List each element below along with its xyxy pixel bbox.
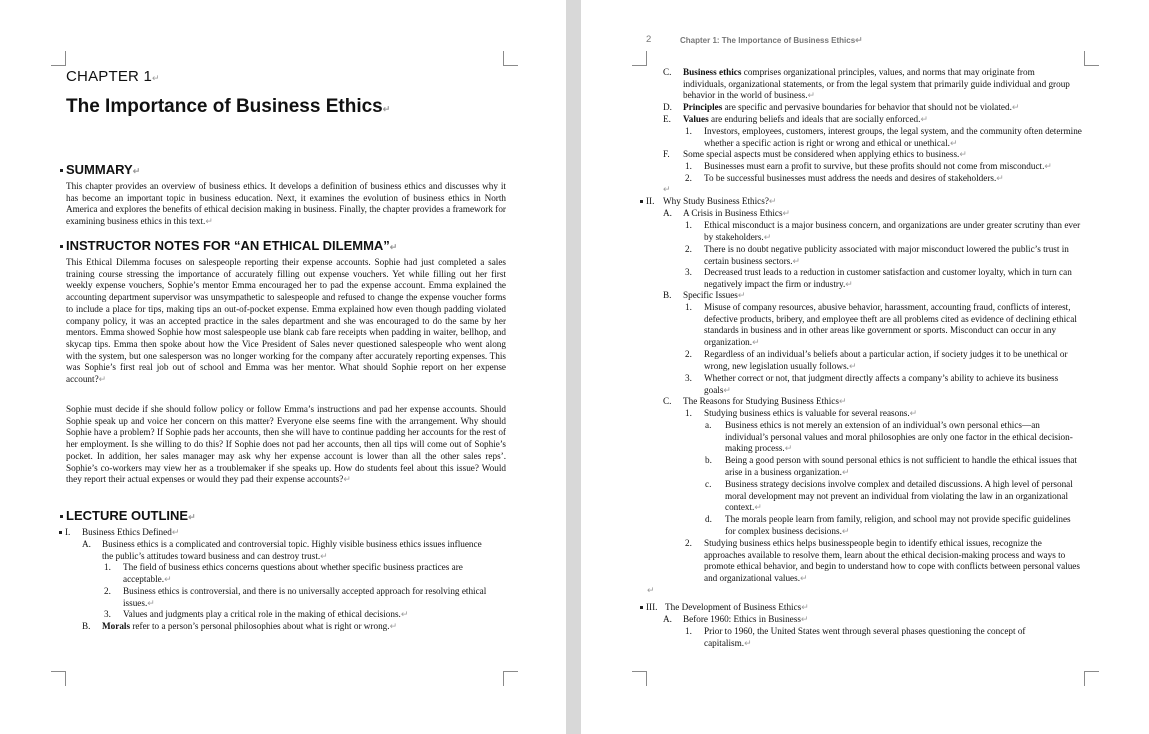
paragraph-mark-icon bbox=[147, 598, 155, 608]
empty-paragraph bbox=[647, 585, 655, 597]
outline-item: Business ethics is not merely an extension of an individual’s own personal ethics—an individual’s personal values and moral philosophies are only one factor in the ethical decision-making process. ↵ bbox=[725, 420, 1085, 455]
paragraph-mark-icon bbox=[738, 290, 746, 300]
outline-letter: A. bbox=[82, 539, 91, 549]
paragraph-mark-icon bbox=[390, 242, 398, 252]
crop-mark bbox=[51, 51, 66, 66]
outline-letter: F. bbox=[663, 149, 670, 159]
outline-item: The morals people learn from family, religion, and school may not provide specific guidelines for complex business decisions. ↵ bbox=[725, 514, 1080, 537]
document-page-2 bbox=[581, 0, 1149, 734]
crop-mark bbox=[1084, 671, 1099, 686]
outline-number: 1. bbox=[685, 626, 692, 636]
outline-number: 1. bbox=[685, 408, 692, 418]
running-header: Chapter 1: The Importance of Business Ethics ↵ bbox=[680, 35, 863, 46]
outline-number: 1. bbox=[685, 161, 692, 171]
outline-number: 2. bbox=[685, 244, 692, 254]
document-page-1 bbox=[0, 0, 566, 734]
outline-item: Decreased trust leads to a reduction in customer satisfaction and customer loyalty, which in turn can negatively impact the firm or industry. ↵ bbox=[704, 267, 1084, 290]
paragraph-mark-icon bbox=[205, 216, 213, 226]
outline-letter: C. bbox=[663, 396, 672, 406]
instructor-paragraph-2: Sophie must decide if she should follow policy or follow Emma’s instructions and pad her expense accounts. Should Sophie speak up and voice her concern on this matter? Everyone else seems fine with the arrangement. Why should Sophie have a problem? If Sophie pads her accounts, then she will have to continue padding her accounts for the rest of her employment. Is she willing to do this? If Sophie does not pad her accounts, then all tips will come out of Sophie’s pocket. In addition, her sales manager may ask why her expense account is lower than all the other sales reps’. Sophie’s co-workers may view her as a troublemaker if she speaks up. How do students feel about this issue? Would they report their actual expenses or would they pad their expense accounts? ↵ bbox=[66, 404, 506, 486]
outline-item: To be successful businesses must address the needs and desires of stakeholders. ↵ bbox=[704, 173, 1004, 185]
outline-number: 1. bbox=[685, 126, 692, 136]
outline-number: 3. bbox=[685, 267, 692, 277]
paragraph-mark-icon bbox=[769, 196, 777, 206]
paragraph-mark-icon bbox=[800, 573, 808, 583]
paragraph-mark-icon bbox=[793, 256, 801, 266]
paragraph-mark-icon bbox=[164, 574, 172, 584]
outline-item: Business Ethics Defined ↵ bbox=[82, 527, 179, 539]
outline-item: Business ethics comprises organizational principles, values, and norms that may originate from individuals, organizational statements, or from the legal system that primarily guide individual and group behavior in the world of business. ↵ bbox=[683, 67, 1078, 102]
outline-item: Prior to 1960, the United States went through several phases questioning the concept of capitalism. ↵ bbox=[704, 626, 1074, 649]
outline-number: 2. bbox=[685, 173, 692, 183]
outline-item: The Development of Business Ethics ↵ bbox=[665, 602, 809, 614]
bullet-icon bbox=[60, 169, 63, 172]
paragraph-mark-icon bbox=[783, 208, 791, 218]
paragraph-mark-icon bbox=[383, 104, 391, 114]
paragraph-mark-icon bbox=[723, 385, 731, 395]
paragraph-mark-icon bbox=[663, 184, 671, 194]
outline-item: Whether correct or not, that judgment directly affects a company’s ability to achieve its business goals ↵ bbox=[704, 373, 1074, 396]
page-number: 2 bbox=[646, 34, 652, 45]
outline-number: 2. bbox=[104, 586, 111, 596]
paragraph-mark-icon bbox=[910, 408, 918, 418]
bullet-icon bbox=[640, 200, 643, 203]
paragraph-mark-icon bbox=[801, 602, 809, 612]
summary-paragraph: This chapter provides an overview of business ethics. It develops a definition of business ethics and discusses why it has become an important topic in business education. Next, it examines the evolution of business ethics in North America and explores the benefits of ethical decision making in business. Finally, the chapter provides a framework for examining business ethics in this text. ↵ bbox=[66, 181, 506, 228]
outline-letter: b. bbox=[705, 455, 712, 465]
bullet-icon bbox=[59, 531, 62, 534]
paragraph-mark-icon bbox=[390, 621, 398, 631]
outline-letter: E. bbox=[663, 114, 671, 124]
paragraph-mark-icon bbox=[842, 467, 850, 477]
empty-paragraph bbox=[663, 184, 671, 196]
outline-letter: A. bbox=[663, 208, 672, 218]
outline-item: A Crisis in Business Ethics ↵ bbox=[683, 208, 790, 220]
outline-item: Before 1960: Ethics in Business ↵ bbox=[683, 614, 808, 626]
outline-item: Values are enduring beliefs and ideals that are socially enforced. ↵ bbox=[683, 114, 928, 126]
paragraph-mark-icon bbox=[996, 173, 1004, 183]
outline-item: The field of business ethics concerns questions about whether specific business practices are acceptable. ↵ bbox=[123, 562, 503, 585]
outline-number: 1. bbox=[685, 220, 692, 230]
paragraph-mark-icon bbox=[959, 149, 967, 159]
paragraph-mark-icon bbox=[920, 114, 928, 124]
paragraph-mark-icon bbox=[99, 374, 107, 384]
paragraph-mark-icon bbox=[764, 232, 772, 242]
paragraph-mark-icon bbox=[855, 35, 863, 45]
crop-mark bbox=[503, 51, 518, 66]
outline-item: Morals refer to a person’s personal philosophies about what is right or wrong. ↵ bbox=[102, 621, 397, 633]
paragraph-mark-icon bbox=[172, 527, 180, 537]
paragraph-mark-icon bbox=[839, 396, 847, 406]
paragraph-mark-icon bbox=[808, 90, 816, 100]
outline-item: There is no doubt negative publicity associated with major misconduct lowered the public’s trust in certain business sectors. ↵ bbox=[704, 244, 1084, 267]
outline-letter: c. bbox=[705, 479, 712, 489]
paragraph-mark-icon bbox=[950, 138, 958, 148]
outline-item: Studying business ethics helps businesspeople begin to identify ethical issues, recognize the approaches available to resolve them, learn about the ethical decision-making process and ways to promote ethical behavior, and begin to understand how to cope with conflicts between personal values and organizational values. ↵ bbox=[704, 538, 1084, 585]
outline-number: 3. bbox=[104, 609, 111, 619]
outline-item: Specific Issues ↵ bbox=[683, 290, 745, 302]
outline-item: Business strategy decisions involve complex and detailed discussions. A high level of personal moral development may not prevent an individual from violating the law in an organizational context. ↵ bbox=[725, 479, 1085, 514]
page-gutter bbox=[566, 0, 581, 734]
outline-letter: B. bbox=[663, 290, 672, 300]
crop-mark bbox=[51, 671, 66, 686]
outline-item: Businesses must earn a profit to survive, but these profits should not come from misconduct. ↵ bbox=[704, 161, 1052, 173]
chapter-title: The Importance of Business Ethics ↵ bbox=[66, 96, 390, 118]
paragraph-mark-icon bbox=[744, 638, 752, 648]
instructor-paragraph-1: This Ethical Dilemma focuses on salespeople reporting their expense accounts. Sophie had just completed a sales training course stressing the importance of accurately filling out expense vouchers. Yet while filling out her first weekly expense vouchers, Sophie’s mentor Emma encouraged her to pad the expense account. Emma explained the accounting department supervisor was unsympathetic to salespeople and refused to change the expense voucher forms to include a place for tips, making tips an out-of-pocket expense. Emma explained how even though padding violated company policy, it was an accepted practice in the sales department and she was encouraged to do the same by her mentors. Emma showed Sophie how most salespeople use blank cab fare receipts when padding in waiter, bellhop, and skycap tips. Emma then spoke about how the Vice President of Sales never questioned salespeople who went along with the system, but one salesperson was no longer working for the company after accurately reporting expenses. This was Sophie’s first real job out of school and Emma was her mentor. What should Sophie report on her expense account? ↵ bbox=[66, 257, 506, 386]
outline-number: 2. bbox=[685, 538, 692, 548]
paragraph-mark-icon bbox=[801, 614, 809, 624]
paragraph-mark-icon bbox=[320, 551, 328, 561]
crop-mark bbox=[503, 671, 518, 686]
paragraph-mark-icon bbox=[785, 443, 793, 453]
chapter-label: CHAPTER 1 ↵ bbox=[66, 68, 160, 85]
bullet-icon bbox=[60, 515, 63, 518]
outline-item: Business ethics is controversial, and there is no universally accepted approach for resolving ethical issues. ↵ bbox=[123, 586, 503, 609]
outline-item: Principles are specific and pervasive boundaries for behavior that should not be violated. ↵ bbox=[683, 102, 1019, 114]
paragraph-mark-icon bbox=[1012, 102, 1020, 112]
paragraph-mark-icon bbox=[401, 609, 409, 619]
bullet-icon bbox=[60, 245, 63, 248]
outline-letter: C. bbox=[663, 67, 672, 77]
paragraph-mark-icon bbox=[752, 337, 760, 347]
outline-item: Misuse of company resources, abusive behavior, harassment, accounting fraud, conflicts of interest, defective products, bribery, and employee theft are all problems cited as evidence of declining ethical standards in business and in other areas like government or sports. Misconduct can occur in any organization. ↵ bbox=[704, 302, 1084, 349]
paragraph-mark-icon bbox=[754, 502, 762, 512]
outline-item: Regardless of an individual’s beliefs about a particular action, if society judges it to be unethical or wrong, new legislation usually follows. ↵ bbox=[704, 349, 1084, 372]
outline-item: Studying business ethics is valuable for several reasons. ↵ bbox=[704, 408, 917, 420]
outline-letter: A. bbox=[663, 614, 672, 624]
outline-number: II. bbox=[640, 196, 654, 208]
paragraph-mark-icon bbox=[1044, 161, 1052, 171]
paragraph-mark-icon bbox=[152, 73, 160, 83]
paragraph-mark-icon bbox=[647, 585, 655, 595]
outline-item: Why Study Business Ethics? ↵ bbox=[663, 196, 776, 208]
crop-mark bbox=[632, 671, 647, 686]
outline-letter: B. bbox=[82, 621, 91, 631]
paragraph-mark-icon bbox=[133, 166, 141, 176]
outline-number: 2. bbox=[685, 349, 692, 359]
outline-number: 1. bbox=[104, 562, 111, 572]
outline-number: III. bbox=[640, 602, 657, 614]
outline-number: I. bbox=[59, 527, 70, 539]
outline-item: Ethical misconduct is a major business concern, and organizations are under greater scrutiny than ever by stakeholders. ↵ bbox=[704, 220, 1084, 243]
outline-item: Some special aspects must be considered when applying ethics to business. ↵ bbox=[683, 149, 967, 161]
summary-heading: SUMMARY ↵ bbox=[60, 162, 140, 177]
crop-mark bbox=[1084, 51, 1099, 66]
outline-item: Investors, employees, customers, interest groups, the legal system, and the community often determine whether a specific action is right or wrong and ethical or unethical. ↵ bbox=[704, 126, 1084, 149]
paragraph-mark-icon bbox=[188, 512, 196, 522]
outline-item: The Reasons for Studying Business Ethics ↵ bbox=[683, 396, 846, 408]
paragraph-mark-icon bbox=[343, 474, 351, 484]
outline-letter: d. bbox=[705, 514, 712, 524]
crop-mark bbox=[632, 51, 647, 66]
outline-number: 1. bbox=[685, 302, 692, 312]
outline-item: Values and judgments play a critical role in the making of ethical decisions. ↵ bbox=[123, 609, 408, 621]
outline-letter: a. bbox=[705, 420, 712, 430]
outline-number: 3. bbox=[685, 373, 692, 383]
lecture-outline-heading: LECTURE OUTLINE ↵ bbox=[60, 508, 196, 523]
paragraph-mark-icon bbox=[845, 279, 853, 289]
outline-item: Being a good person with sound personal ethics is not sufficient to handle the ethical issues that arise in a business organization. ↵ bbox=[725, 455, 1085, 478]
paragraph-mark-icon bbox=[849, 361, 857, 371]
outline-letter: D. bbox=[663, 102, 672, 112]
paragraph-mark-icon bbox=[842, 526, 850, 536]
outline-item: Business ethics is a complicated and controversial topic. Highly visible business ethics issues influence the public’s attitudes toward business and can destroy trust. ↵ bbox=[102, 539, 492, 562]
bullet-icon bbox=[640, 606, 643, 609]
instructor-notes-heading: INSTRUCTOR NOTES FOR “AN ETHICAL DILEMMA” ↵ bbox=[60, 238, 397, 253]
